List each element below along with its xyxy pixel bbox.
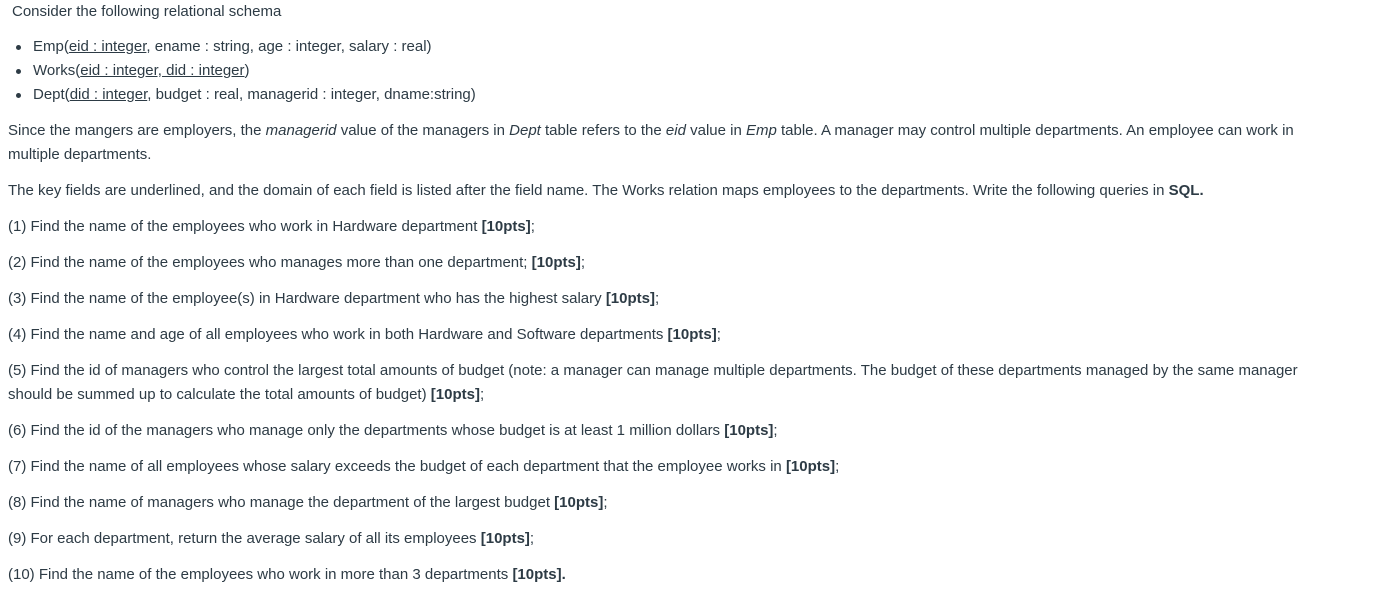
question-text: (5) Find the id of managers who control the largest total amounts of budget (note: a manager can manage multiple departments. The budget of these departments managed by the same manager should be summed up to calculate the total amounts of budget) bbox=[8, 362, 1298, 403]
schema-item-emp bbox=[12, 35, 476, 59]
points-label: [10pts] bbox=[605, 290, 655, 307]
question-end: ; bbox=[530, 218, 535, 235]
question-5 bbox=[8, 359, 1318, 407]
question-end: ; bbox=[655, 290, 660, 307]
question-text: (8) Find the name of managers who manage the department of the largest budget bbox=[8, 494, 555, 511]
points-label: [10pts] bbox=[480, 530, 530, 547]
schema-item-dept bbox=[12, 83, 476, 107]
question-end: ; bbox=[716, 326, 721, 343]
question-6 bbox=[8, 419, 1318, 443]
description-paragraph-2 bbox=[8, 179, 1318, 203]
schema-name: Works( bbox=[33, 62, 81, 79]
schema-key: eid : integer bbox=[68, 38, 147, 55]
question-2 bbox=[8, 251, 1318, 275]
text-span: table refers to the bbox=[540, 122, 666, 139]
schema-key: did : integer bbox=[69, 86, 148, 103]
text-span: table. A manager may control multiple departments. An employee can work in multiple departments. bbox=[8, 122, 1294, 163]
points-label: [10pts] bbox=[724, 422, 774, 439]
sql-label: SQL. bbox=[1168, 182, 1204, 199]
schema-item-works bbox=[12, 59, 476, 83]
question-end: ; bbox=[529, 530, 535, 547]
schema-name: Emp( bbox=[33, 38, 69, 55]
question-text: (6) Find the id of the managers who manage only the departments whose budget is at least 1 million dollars bbox=[8, 422, 725, 439]
points-label: [10pts] bbox=[481, 218, 531, 235]
question-text: (4) Find the name and age of all employees who work in both Hardware and Software departments bbox=[8, 326, 668, 343]
question-text: (10) Find the name of the employees who work in more than 3 departments bbox=[8, 566, 513, 583]
italic-term: eid bbox=[665, 122, 686, 139]
question-end: ; bbox=[773, 422, 778, 439]
question-1 bbox=[8, 215, 1318, 239]
question-text: (2) Find the name of the employees who manages more than one department; bbox=[8, 254, 532, 271]
intro-text: Consider the following relational schema bbox=[12, 3, 282, 20]
question-end: ; bbox=[479, 386, 485, 403]
schema-rest: , ename : string, age : integer, salary : real) bbox=[146, 38, 432, 55]
question-text: (7) Find the name of all employees whose salary exceeds the budget of each department that the employee works in bbox=[8, 458, 786, 475]
italic-term: managerid bbox=[265, 122, 337, 139]
question-4 bbox=[8, 323, 1318, 347]
points-label: [10pts]. bbox=[512, 566, 566, 583]
text-span: value of the managers in bbox=[336, 122, 510, 139]
points-label: [10pts] bbox=[430, 386, 480, 403]
question-9 bbox=[8, 527, 1318, 551]
schema-rest: ) bbox=[244, 62, 250, 79]
points-label: [10pts] bbox=[785, 458, 836, 475]
points-label: [10pts] bbox=[531, 254, 581, 271]
italic-term: Dept bbox=[509, 122, 541, 139]
points-label: [10pts] bbox=[554, 494, 604, 511]
question-end: ; bbox=[835, 458, 840, 475]
question-end: ; bbox=[603, 494, 608, 511]
question-10 bbox=[8, 563, 1318, 587]
description-paragraph-1 bbox=[8, 119, 1318, 167]
points-label: [10pts] bbox=[667, 326, 717, 343]
text-span: Since the mangers are employers, the bbox=[8, 122, 266, 139]
question-8 bbox=[8, 491, 1318, 515]
question-3 bbox=[8, 287, 1318, 311]
schema-name: Dept( bbox=[33, 86, 70, 103]
question-7 bbox=[8, 455, 1318, 479]
text-span: The key fields are underlined, and the domain of each field is listed after the field name. The Works relation maps employees to the departments. Write the following queries in bbox=[8, 182, 1169, 199]
question-text: (9) For each department, return the average salary of all its employees bbox=[8, 530, 481, 547]
schema-list bbox=[12, 35, 476, 107]
schema-rest: , budget : real, managerid : integer, dname:string) bbox=[147, 86, 476, 103]
question-text: (3) Find the name of the employee(s) in Hardware department who has the highest salary bbox=[8, 290, 606, 307]
question-text: (1) Find the name of the employees who work in Hardware department bbox=[8, 218, 482, 235]
question-end: ; bbox=[580, 254, 585, 271]
text-span: value in bbox=[685, 122, 746, 139]
italic-term: Emp bbox=[745, 122, 777, 139]
schema-key: eid : integer, did : integer bbox=[80, 62, 245, 79]
